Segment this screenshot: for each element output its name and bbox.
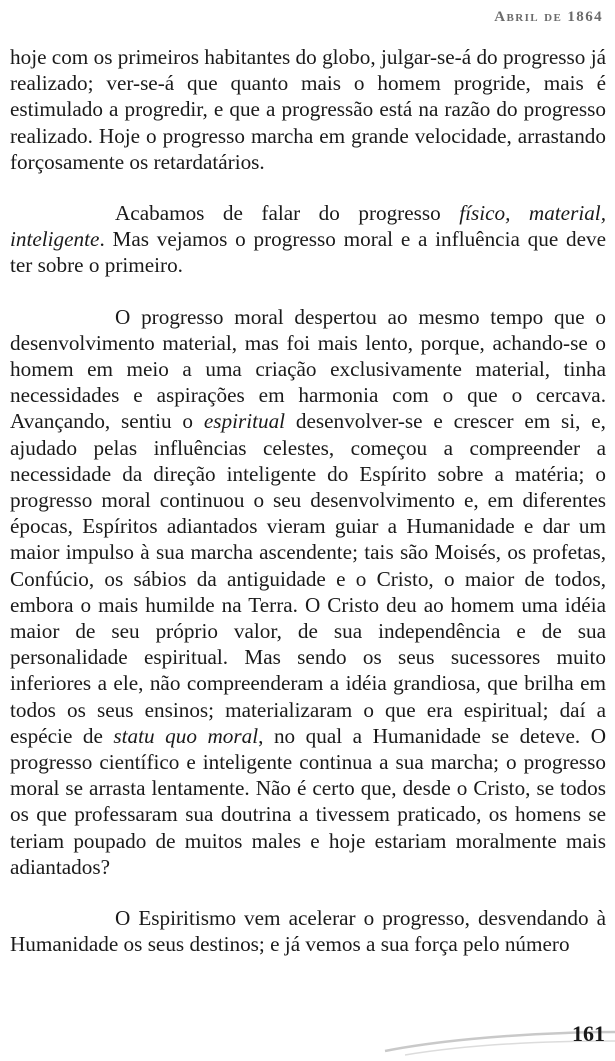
text-segment: O progresso moral despertou ao mesmo tempo que o desenvolvimento material, mas foi mais lento, porque, achando-se o homem em meio a uma criação exclusivamente material, tinha necessidades e aspirações em harmonia com o que o cercava. Avançando, sentiu o xyxy=(10,304,606,434)
paragraph-1 xyxy=(10,44,606,175)
text-segment: , no qual a Humanidade se deteve. O progresso científico e inteligente continua a sua marcha; o progresso moral se arrasta lentamente. Não é certo que, desde o Cristo, se todos os que professaram sua doutrina a tivessem praticado, os homens se teriam poupado de muitos males e hoje estariam moralmente mais adiantados? xyxy=(10,723,607,879)
page-body xyxy=(10,44,606,983)
italic-text-segment: físico, material, inteligente xyxy=(10,201,606,252)
running-header: Abril de 1864 xyxy=(494,9,603,25)
italic-text-segment: espiritual xyxy=(203,409,286,434)
paragraph-3 xyxy=(10,304,606,880)
text-segment: O Espiritismo vem acelerar o progresso, desvendando à Humanidade os seus destinos; e já vemos a sua força pelo número xyxy=(10,906,606,957)
paragraph-4 xyxy=(10,905,606,957)
paragraph-2 xyxy=(10,200,606,279)
text-segment: Acabamos de falar do progresso xyxy=(115,201,460,226)
text-segment: . Mas vejamos o progresso moral e a influência que deve ter sobre o primeiro. xyxy=(10,227,606,278)
italic-text-segment: statu quo moral xyxy=(113,723,259,748)
text-segment: desenvolver-se e crescer em si, e, ajudado pelas influências celestes, começou a compreender a necessidade da direção inteligente do Espírito sobre a matéria; o progresso moral continuou o seu desenvolvimento e, em diferentes épocas, Espíritos adiantados vieram guiar a Humanidade e dar um maior impulso à sua marcha ascendente; tais são Moisés, os profetas, Confúcio, os sábios da antiguidade e o Cristo, o maior de todos, embora o mais humilde na Terra. O Cristo deu ao homem uma idéia maior de seu próprio valor, de sua independência e de sua personalidade espiritual. Mas sendo os seus sucessores muito inferiores a ele, não compreenderam a idéia grandiosa, que brilha em todos os seus ensinos; materializaram o que era espiritual; daí a espécie de xyxy=(10,409,606,748)
page-number: 161 xyxy=(572,1021,605,1046)
text-segment: hoje com os primeiros habitantes do globo, julgar-se-á do progresso já realizado; ver-se-á que quanto mais o homem progride, mais é estimulado a progredir, e que a progressão está na razão do progresso realizado. Hoje o progresso marcha em grande velocidade, arrastando forçosamente os retardatários. xyxy=(10,45,606,174)
